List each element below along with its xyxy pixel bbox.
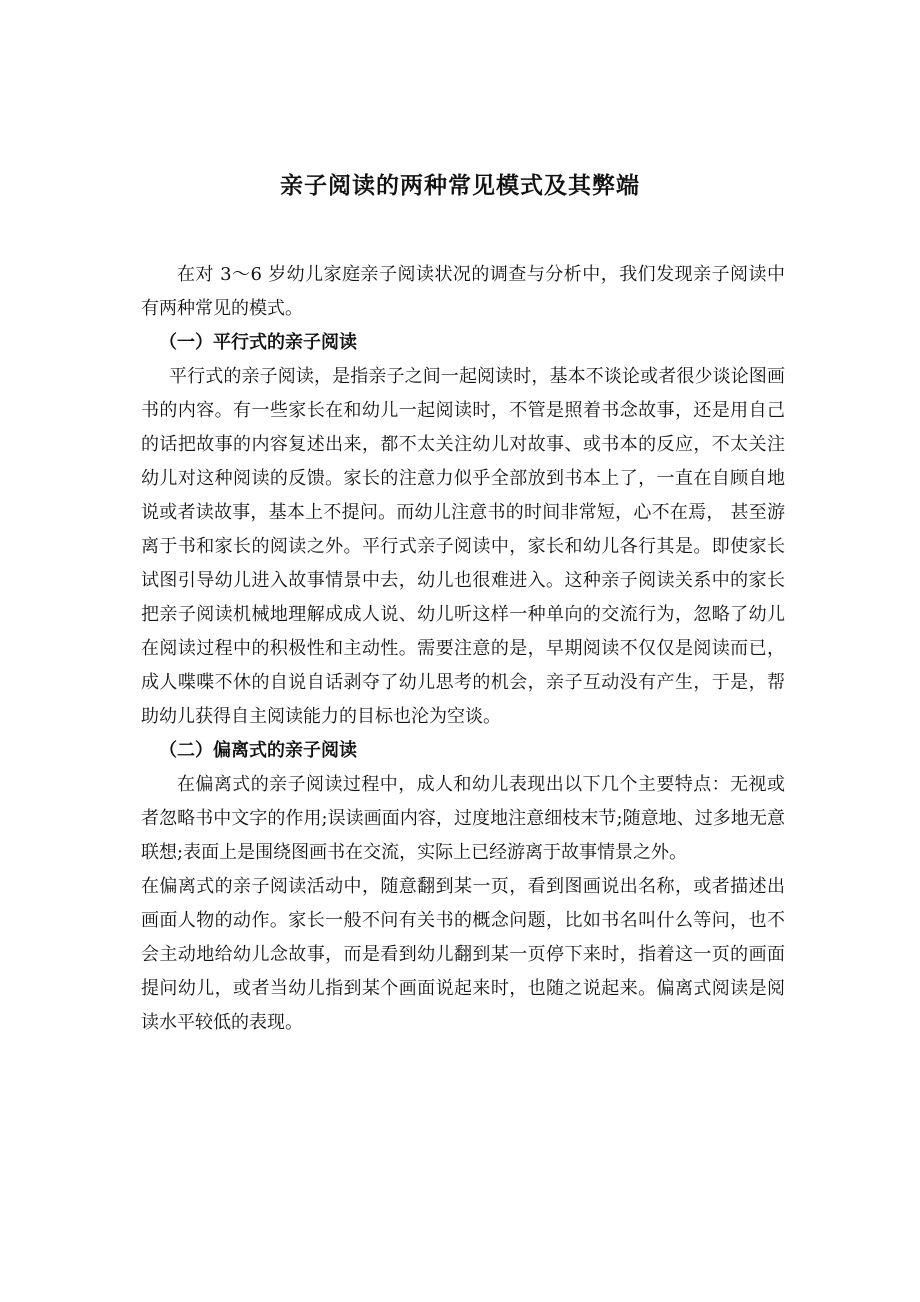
- document-body: [141, 258, 785, 1040]
- section-2-paragraph-1: 在偏离式的亲子阅读过程中，成人和幼儿表现出以下几个主要特点：无视或者忽略书中文字的作用;误读画面内容，过度地注意细枝末节;随意地、过多地无意联想;表面上是围绕图画书在交流，实际上已经游离于故事情景之外。: [141, 774, 785, 863]
- intro-paragraph: 在对 3～6 岁幼儿家庭亲子阅读状况的调查与分析中，我们发现亲子阅读中有两种常见的模式。: [141, 264, 785, 319]
- section-2-heading: （二）偏离式的亲子阅读: [159, 740, 357, 761]
- section-1-paragraph: 平行式的亲子阅读，是指亲子之间一起阅读时，基本不谈论或者很少谈论图画书的内容。有一些家长在和幼儿一起阅读时，不管是照着书念故事，还是用自己的话把故事的内容复述出来，都不太关注幼儿对故事、或书本的反应，不太关注幼儿对这种阅读的反馈。家长的注意力似乎全部放到书本上了，一直在自顾自地说或者读故事，基本上不提问。而幼儿注意书的时间非常短，心不在焉， 甚至游离于书和家长的阅读之外。平行式亲子阅读中，家长和幼儿各行其是。即使家长试图引导幼儿进入故事情景中去，幼儿也很难进入。这种亲子阅读关系中的家长把亲子阅读机械地理解成成人说、幼儿听这样一种单向的交流行为，忽略了幼儿在阅读过程中的积极性和主动性。需要注意的是，早期阅读不仅仅是阅读而已，成人喋喋不休的自说自话剥夺了幼儿思考的机会，亲子互动没有产生，于是，帮助幼儿获得自主阅读能力的目标也沦为空谈。: [141, 366, 785, 727]
- document-title: 亲子阅读的两种常见模式及其弊端: [280, 172, 640, 199]
- section-2-paragraph-2: 在偏离式的亲子阅读活动中，随意翻到某一页，看到图画说出名称，或者描述出画面人物的动作。家长一般不问有关书的概念问题，比如书名叫什么等问，也不会主动地给幼儿念故事，而是看到幼儿翻到某一页停下来时，指着这一页的画面提问幼儿，或者当幼儿指到某个画面说起来时，也随之说起来。偏离式阅读是阅读水平较低的表现。: [141, 876, 785, 1033]
- section-1-heading: （一）平行式的亲子阅读: [159, 332, 357, 353]
